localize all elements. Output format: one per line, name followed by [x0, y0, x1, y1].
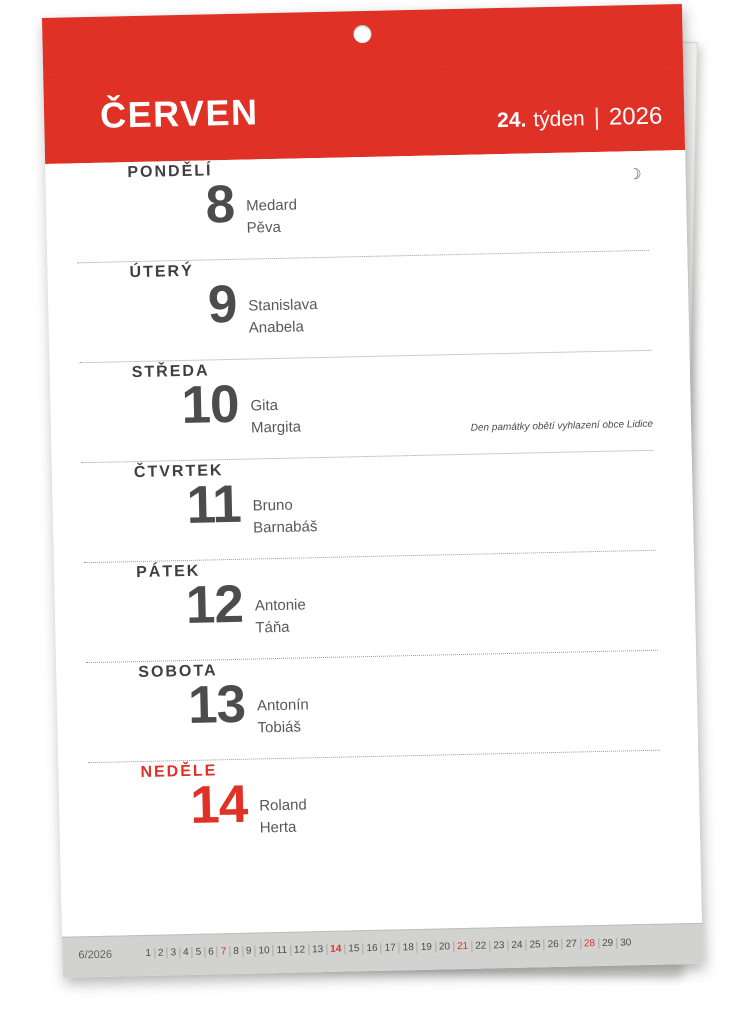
footer-day-3[interactable]: 3 [167, 947, 180, 958]
day-of-week-label: PONDĚLÍ [127, 162, 213, 182]
footer-day-22[interactable]: 22 [472, 940, 490, 951]
footer-day-2[interactable]: 2 [155, 947, 168, 958]
name-days [252, 494, 317, 539]
week-number: 24. [496, 108, 527, 133]
day-of-week-label: PÁTEK [135, 562, 201, 582]
footer-day-24[interactable]: 24 [508, 940, 526, 951]
day-row [86, 651, 660, 763]
calendar-sheet [42, 4, 703, 978]
day-of-week-label: ČTVRTEK [133, 462, 224, 482]
name-day-primary: Antonín [256, 696, 309, 715]
day-note: Den památky obětí vyhlazení obce Lidice [470, 418, 654, 434]
name-day-primary: Stanislava [248, 296, 318, 315]
footer-day-25[interactable]: 25 [526, 939, 544, 950]
day-row [88, 751, 662, 862]
day-number: 11 [185, 474, 242, 535]
name-days [257, 694, 310, 739]
name-day-primary: Antonie [254, 596, 306, 615]
footer-day-4[interactable]: 4 [180, 947, 193, 958]
name-day-primary: Medard [245, 196, 298, 215]
day-of-week-label: NEDĚLE [140, 762, 218, 782]
footer-day-9[interactable]: 9 [243, 946, 256, 957]
name-day-secondary: Tobiáš [257, 718, 302, 737]
name-days [259, 794, 307, 839]
footer-day-12[interactable]: 12 [291, 944, 309, 955]
footer-day-23[interactable]: 23 [490, 940, 508, 951]
name-day-secondary: Pěva [246, 218, 282, 237]
footer-day-30[interactable]: 30 [620, 937, 632, 949]
day-of-week-label: ÚTERÝ [129, 262, 194, 282]
footer-day-26[interactable]: 26 [545, 939, 563, 950]
footer-day-20[interactable]: 20 [436, 941, 454, 952]
name-day-primary: Roland [259, 796, 307, 815]
footer-day-15[interactable]: 15 [345, 943, 363, 954]
year-label: 2026 [608, 102, 663, 131]
footer-day-8[interactable]: 8 [230, 946, 243, 957]
week-info [497, 102, 663, 134]
footer-day-10[interactable]: 10 [255, 945, 273, 956]
moon-phase-icon: ☽ [627, 165, 642, 184]
name-day-secondary: Margita [250, 418, 302, 437]
name-day-secondary: Táňa [255, 618, 290, 637]
footer-day-17[interactable]: 17 [381, 942, 399, 953]
footer-day-5[interactable]: 5 [193, 947, 206, 958]
day-number: 13 [187, 674, 246, 735]
name-day-secondary: Anabela [248, 318, 305, 337]
footer-day-27[interactable]: 27 [563, 938, 581, 949]
day-row [80, 351, 654, 463]
name-days [248, 294, 318, 339]
name-day-secondary: Herta [259, 818, 297, 837]
footer-day-13[interactable]: 13 [309, 944, 327, 955]
footer-day-1[interactable]: 1 [142, 948, 155, 959]
name-day-primary: Bruno [252, 496, 293, 515]
day-number: 10 [180, 374, 240, 436]
footer-day-14[interactable]: 14 [327, 944, 345, 955]
name-days [255, 594, 307, 639]
footer-day-numbers [142, 936, 694, 959]
day-number: 12 [185, 574, 244, 635]
footer-day-7[interactable]: 7 [218, 946, 231, 957]
day-of-week-label: SOBOTA [138, 662, 218, 682]
name-days [250, 394, 301, 439]
footer-day-16[interactable]: 16 [363, 943, 381, 954]
name-day-primary: Gita [250, 396, 279, 415]
footer-day-21[interactable]: 21 [454, 941, 472, 952]
footer-month-label: 6/2026 [78, 948, 113, 962]
calendar-header [43, 64, 685, 164]
punch-hole [353, 25, 371, 43]
footer-day-6[interactable]: 6 [205, 946, 218, 957]
footer-day-11[interactable]: 11 [273, 945, 291, 956]
day-of-week-label: STŘEDA [131, 362, 210, 382]
day-number: 14 [189, 774, 248, 835]
day-row [77, 251, 651, 363]
day-row [82, 451, 656, 563]
header-separator: | [593, 103, 601, 131]
day-number: 8 [204, 174, 235, 235]
footer-day-18[interactable]: 18 [400, 942, 418, 953]
days-list [45, 150, 702, 938]
day-number: 9 [207, 274, 237, 335]
name-days [246, 194, 298, 239]
day-row [84, 551, 658, 663]
footer-day-19[interactable]: 19 [418, 942, 436, 953]
footer-day-29[interactable]: 29 [599, 938, 617, 949]
week-label: týden [533, 107, 585, 132]
footer-day-28[interactable]: 28 [581, 938, 599, 949]
month-title: ČERVEN [99, 91, 259, 136]
day-row [75, 151, 649, 263]
name-day-secondary: Barnabáš [252, 517, 318, 537]
